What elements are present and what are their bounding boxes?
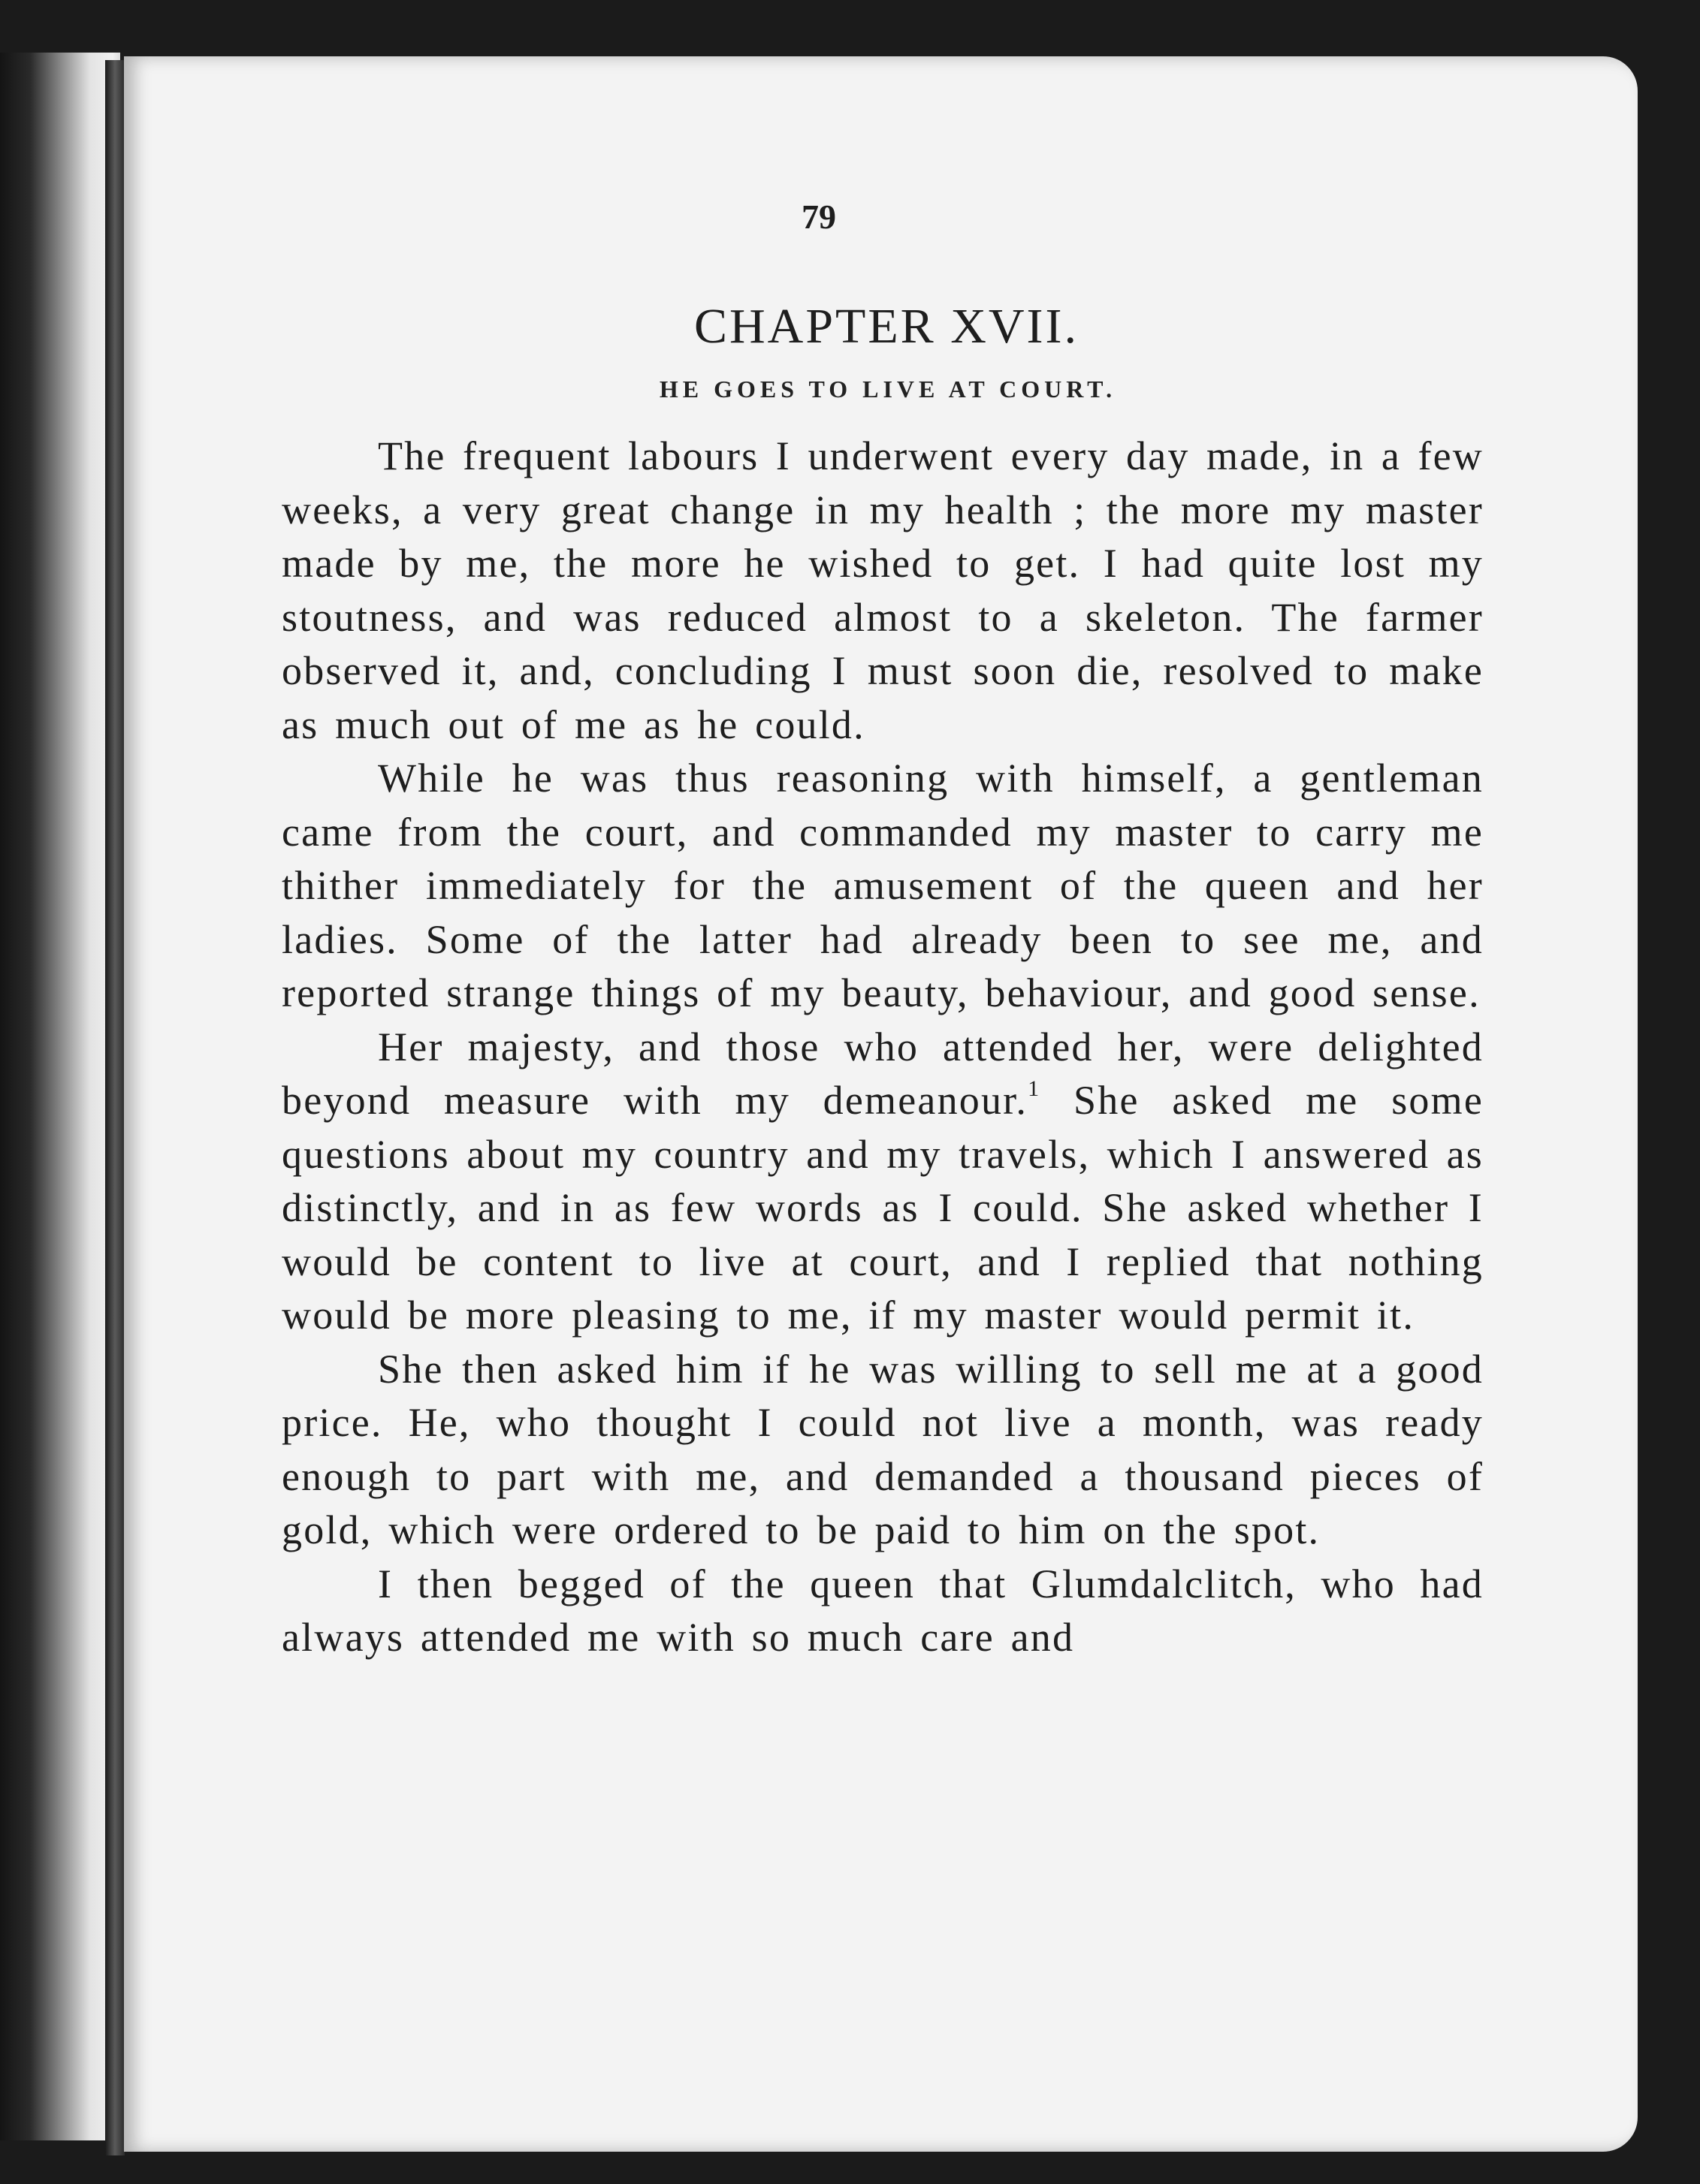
paragraph-4: She then asked him if he was willing to sell me at a good price. He, who thought I could not live a month, was ready enough to part with me, and demanded a thousand pieces of gold, which were ordered to be paid to him on the spot. (282, 1346, 1484, 1552)
chapter-title: CHAPTER XVII. (694, 299, 1079, 354)
paragraph-2: While he was thus reasoning with himself, a gentleman came from the court, and commanded my master to carry me thither immediately for the amusement of the queen and her ladies. Some of the latter had already been to see me, and reported strange things of my beauty, behaviour, and good sense. (282, 756, 1484, 1015)
paragraph-3 (282, 1021, 1484, 1343)
paragraph-5: I then begged of the queen that Glumdalclitch, who had always attended me with so much care and (282, 1561, 1484, 1660)
facing-page-edge (0, 53, 120, 2140)
paragraph-3-text: Her majesty, and those who attended her, were delighted beyond measure with my demeanour. (282, 1024, 1484, 1123)
chapter-subtitle: HE GOES TO LIVE AT COURT. (659, 376, 1117, 403)
book-binding (105, 60, 125, 2155)
paragraph-3-text-after: She asked me some questions about my country and my travels, which I answered as distinctly, and in as few words as I could. She asked whether I would be content to live at court, and I replied that nothing would be more pleasing to me, if my master would permit it. (282, 1078, 1484, 1338)
page-number: 79 (802, 198, 836, 236)
chapter-body (282, 430, 1484, 1665)
paragraph-1: The frequent labours I underwent every day made, in a few weeks, a very great change in my health ; the more my master made by me, the more he wished to get. I had quite lost my stoutness, and was reduced almost to a skeleton. The farmer observed it, and, concluding I must soon die, resolved to make as much out of me as he could. (282, 433, 1484, 747)
footnote-marker: 1 (1028, 1076, 1041, 1101)
